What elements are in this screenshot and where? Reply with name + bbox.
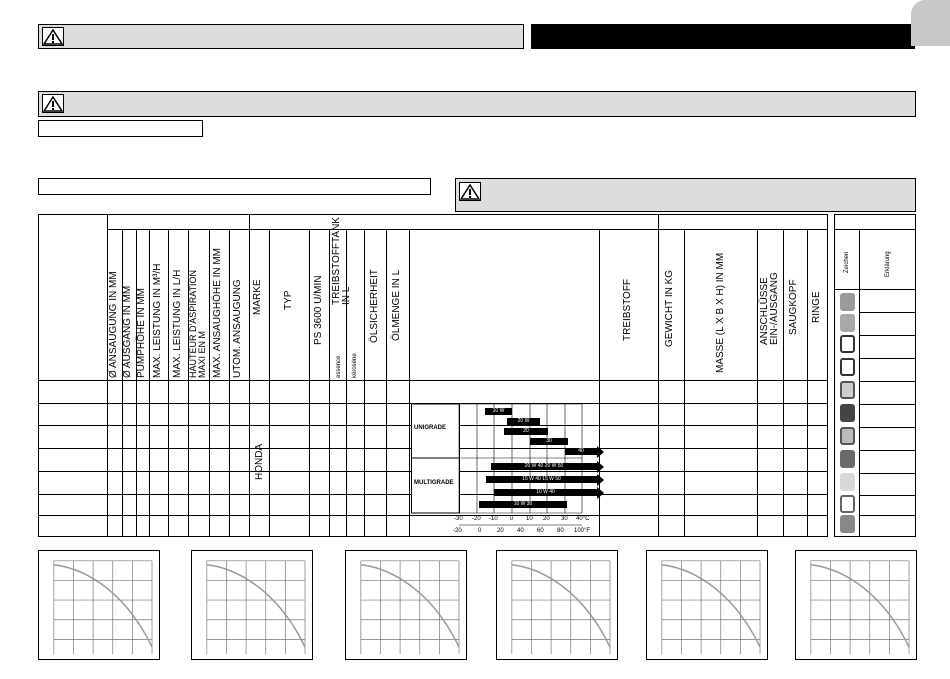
col-subheader: essence	[336, 355, 342, 378]
oil-arrow	[597, 474, 604, 486]
oil-bar: 40	[565, 448, 597, 455]
subtitle-box	[38, 120, 203, 137]
fahrenheit-tick: 100°F	[574, 528, 591, 534]
side-warning-box	[455, 178, 916, 212]
shield-icon	[840, 335, 855, 353]
col-header: ÖLSICHERHEIT	[369, 269, 380, 343]
oil-bar: 10 W 40	[494, 489, 597, 496]
brand-label: HONDA	[254, 443, 265, 480]
oil-arrow	[597, 487, 604, 499]
col-header: UTOM. ANSAUGUNG	[232, 279, 243, 378]
fahrenheit-tick: 20	[497, 528, 504, 534]
col-header: SAUGKOPF	[788, 279, 799, 335]
celsius-tick: 20	[543, 516, 550, 522]
unigrade-label: UNIGRADE	[414, 425, 447, 431]
fahrenheit-tick: 0	[478, 528, 482, 534]
gauge-icon	[840, 404, 855, 422]
pump-icon	[840, 293, 855, 311]
col-header: TREIBSTOFFTANK IN L	[331, 217, 352, 305]
col-header: MASSE (L X B X H) IN MM	[715, 252, 726, 373]
fahrenheit-tick: 80	[557, 528, 564, 534]
top-warning-bar	[38, 24, 524, 49]
col-header: GEWICHT IN KG	[664, 269, 675, 347]
col-header: MAX. LEISTUNG IN L/H	[172, 269, 183, 378]
oil-bar: 20 W 40 20 W 50	[491, 463, 597, 470]
clock-icon	[840, 495, 855, 513]
top-black-bar	[531, 24, 915, 49]
oil-bar: 10 W	[485, 408, 512, 415]
col-header: MAX. LEISTUNG IN M³/H	[152, 263, 163, 378]
col-subheader: kérosène	[352, 353, 358, 378]
fahrenheit-tick: 40	[517, 528, 524, 534]
col-header: MARKE	[252, 279, 263, 315]
col-header: RINGE	[811, 291, 822, 323]
celsius-tick: 0	[510, 516, 514, 522]
col-header: PS 3600 U/MIN	[313, 275, 324, 345]
drop-icon	[840, 314, 855, 332]
pump-curve-graph	[345, 550, 467, 660]
col-header: ANSCHLÜSSE EIN-/AUSGANG	[759, 272, 780, 345]
oil-viscosity-chart	[411, 403, 597, 537]
pump-curve-graph	[646, 550, 768, 660]
oil-arrow	[597, 446, 604, 458]
section-warning-bar	[38, 91, 916, 117]
specs-table	[38, 214, 828, 537]
symbol-legend	[834, 214, 916, 537]
warning-icon	[459, 182, 481, 201]
legend-header: Zeichen	[844, 251, 850, 273]
oil-bar: 30	[530, 438, 568, 445]
celsius-tick: 10	[526, 516, 533, 522]
pump-curve-graph	[38, 550, 160, 660]
engine-icon	[840, 358, 855, 376]
fuel-icon	[840, 381, 855, 399]
col-header: TREIBSTOFF	[622, 278, 633, 341]
col-header: Ø ANSAUGUNG IN MM	[108, 271, 119, 378]
col-header: MAX. ANSAUGHÖHE IN MM	[212, 247, 223, 378]
fahrenheit-tick: -20	[453, 528, 462, 534]
legend-header: Erklärung	[885, 251, 891, 277]
warning-icon	[42, 27, 64, 46]
multigrade-label: MULTIGRADE	[414, 480, 454, 486]
pump-curve-graph	[795, 550, 917, 660]
caption-box	[38, 178, 431, 195]
celsius-tick: -20	[472, 516, 481, 522]
book-icon	[840, 515, 855, 533]
oil-bar: 20	[504, 428, 548, 435]
hose-icon	[840, 473, 855, 491]
celsius-tick: 40°C	[576, 516, 590, 522]
col-header: PUMPHÖHE IN MM	[136, 288, 147, 378]
celsius-tick: 30	[561, 516, 568, 522]
col-header: Ø AUSGANG IN MM	[122, 285, 133, 378]
col-header: HAUTEUR D'ASPIRATION MAXI EN M	[188, 269, 207, 378]
celsius-tick: -10	[489, 516, 498, 522]
oil-arrow	[597, 461, 604, 473]
oil-bar: 10 W 30	[479, 501, 567, 508]
oil-chart-frame	[411, 403, 601, 543]
celsius-tick: -30	[454, 516, 463, 522]
col-header: ÖLMENGE IN L	[391, 269, 402, 341]
fahrenheit-tick: 60	[537, 528, 544, 534]
pump-curve-graph	[496, 550, 618, 660]
spark-icon	[840, 450, 855, 468]
oil-bar: 15 W 40 15 W 50	[486, 476, 597, 483]
pump-curve-graph	[191, 550, 313, 660]
col-header: TYP	[283, 290, 294, 310]
oil-bar: 20 W	[507, 418, 540, 425]
filter-icon	[840, 427, 855, 445]
warning-icon	[42, 94, 64, 113]
page-corner-tab	[911, 0, 950, 46]
